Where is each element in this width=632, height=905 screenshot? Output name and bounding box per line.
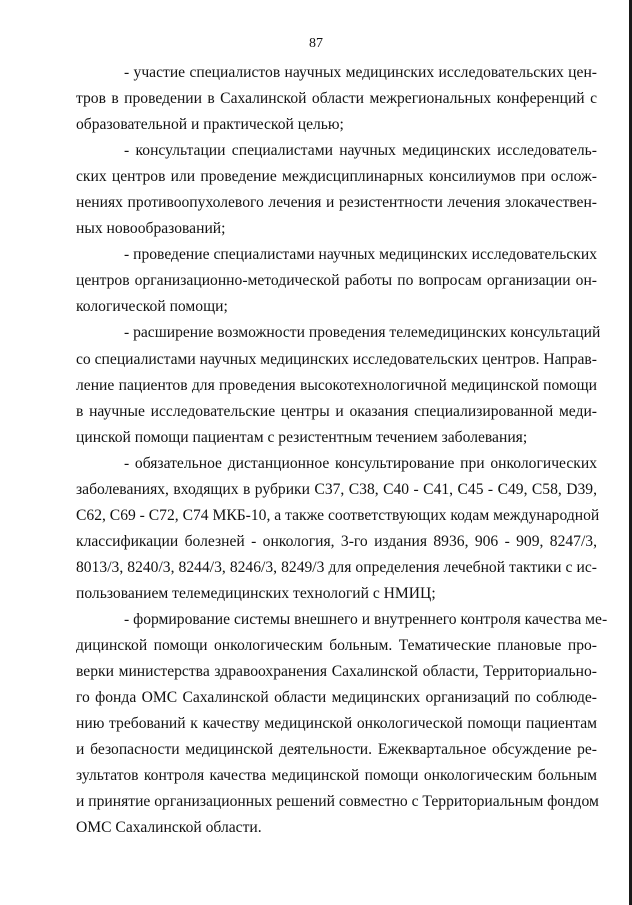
text-line: со специалистами научных медицинских исследовательских центров. Направ- [76,350,597,368]
text-line: дицинской помощи онкологическим больным. Тематические плановые про- [76,637,597,655]
text-line: - участие специалистов научных медицинских исследовательских цен- [124,64,597,81]
text-line: С62, С69 - С72, С74 МКБ-10, а также соответствующих кодам международной [76,506,600,524]
paragraph-methodical-work [76,242,597,320]
paragraph-consultations [76,138,597,242]
text-line: и безопасности медицинской деятельности. Ежеквартальное обсуждение ре- [76,741,597,759]
text-line: го фонда ОМС Сахалинской области медицинских организаций по соблюде- [76,689,597,707]
text-line: образовательной и практической целью; [76,116,344,134]
text-line: - формирование системы внешнего и внутреннего контроля качества ме- [124,610,608,628]
text-line: центров организационно-методической работы по вопросам организации он- [76,272,597,290]
text-line: ление пациентов для проведения высокотехнологичной медицинской помощи [76,376,597,394]
text-line: тров в проведении в Сахалинской области межрегиональных конференций с [76,90,597,108]
text-line: - обязательное дистанционное консультирование при онкологических [124,454,597,472]
text-line: верки министерства здравоохранения Сахалинской области, Территориально- [76,663,597,681]
text-line: нию требований к качеству медицинской онкологической помощи пациентам [76,715,597,733]
text-line: кологической помощи; [76,298,228,316]
text-line: ных новообразований; [76,220,226,238]
text-line: цинской помощи пациентам с резистентным течением заболевания; [76,428,528,446]
page-number: 87 [309,36,323,51]
text-line: классификации болезней - онкология, 3-го издания 8936, 906 - 909, 8247/3, [76,532,597,550]
text-line: - расширение возможности проведения телемедицинских консультаций [124,324,601,342]
paragraph-quality-control [76,607,608,841]
paragraph-participation [76,60,597,138]
document-body [76,60,608,841]
paragraph-remote-consulting [76,451,600,607]
text-line: ОМС Сахалинской области. [76,819,262,837]
text-line: - проведение специалистами научных медицинских исследовательских [124,246,597,264]
text-line: и принятие организационных решений совместно с Территориальным фондом [76,793,599,811]
text-line: 8013/3, 8240/3, 8244/3, 8246/3, 8249/3 для определения лечебной тактики с ис- [76,558,597,576]
text-line: заболеваниях, входящих в рубрики С37, С38, С40 - С41, С45 - С49, С58, D39, [76,480,597,498]
text-line: ских центров или проведение междисциплинарных консилиумов при ослож- [76,168,597,186]
text-line: в научные исследовательские центры и оказания специализированной меди- [76,402,597,420]
text-line: зультатов контроля качества медицинской помощи онкологическим больным [76,767,597,785]
text-line: пользованием телемедицинских технологий с НМИЦ; [76,584,436,602]
paragraph-telemedicine [76,320,601,450]
text-line: нениях противоопухолевого лечения и резистентности лечения злокачествен- [76,194,597,212]
text-line: - консультации специалистами научных медицинских исследователь- [124,142,597,160]
